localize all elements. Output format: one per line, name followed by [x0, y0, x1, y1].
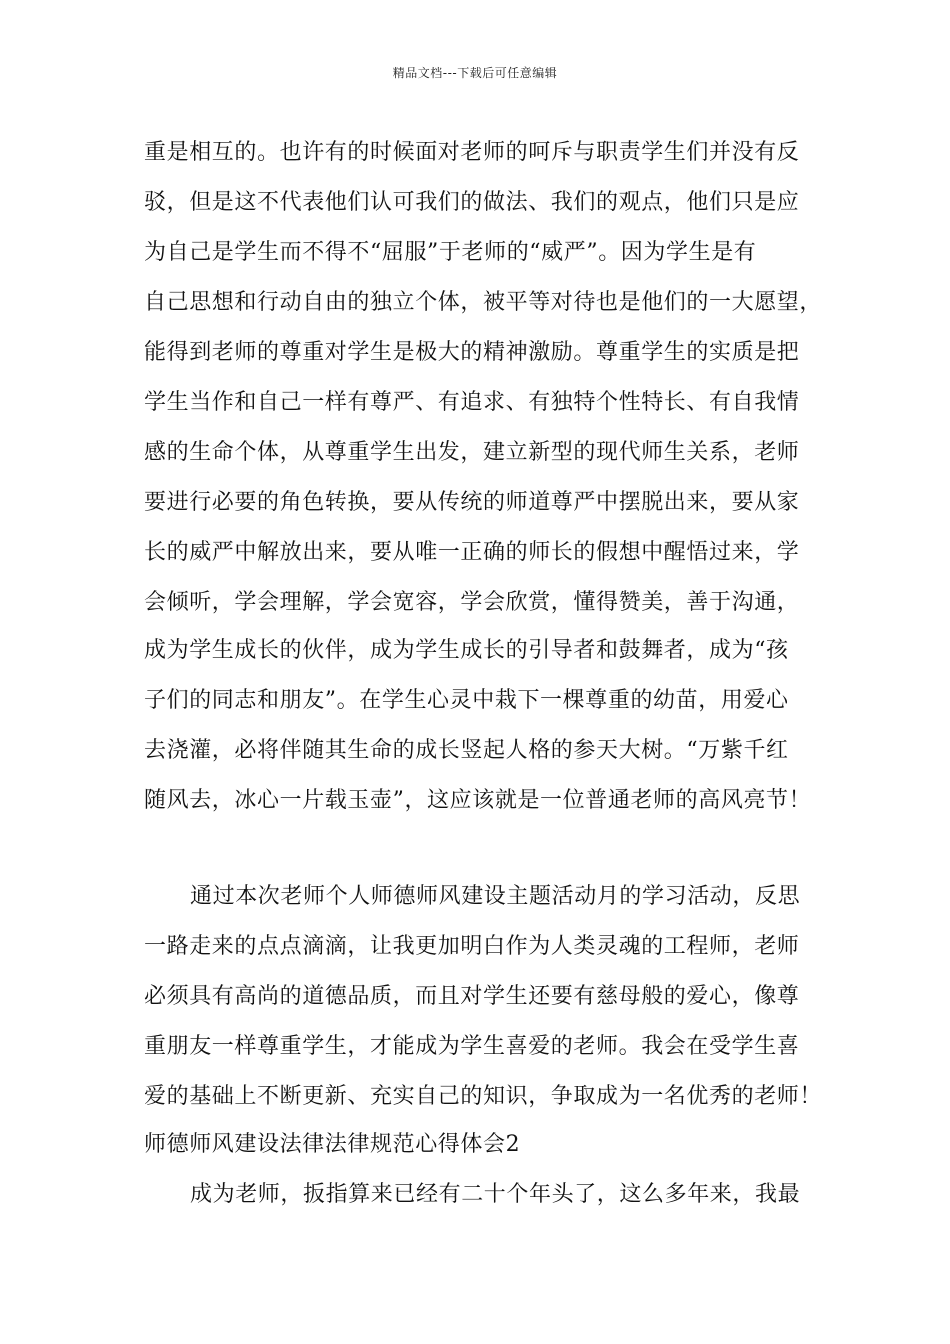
text-line-4: 自己思想和行动自由的独立个体，被平等对待也是他们的一大愿望， [144, 290, 823, 315]
text-line-10: 会倾听，学会理解，学会宽容，学会欣赏，懂得赞美，善于沟通， [144, 590, 800, 615]
text-line-16: 一路走来的点点滴滴，让我更加明白作为人类灵魂的工程师，老师 [144, 934, 800, 959]
text-line-14: 随风去，冰心一片载玉壶”，这应该就是一位普通老师的高风亮节！ [144, 788, 812, 813]
text-line-2: 驳，但是这不代表他们认可我们的做法、我们的观点，他们只是应 [144, 190, 800, 215]
text-line-1: 重是相互的。也许有的时候面对老师的呵斥与职责学生们并没有反 [144, 140, 800, 165]
text-line-5: 能得到老师的尊重对学生是极大的精神激励。尊重学生的实质是把 [144, 340, 800, 365]
text-line-15: 通过本次老师个人师德师风建设主题活动月的学习活动，反思 [190, 884, 801, 909]
text-line-13: 去浇灌，必将伴随其生命的成长竖起人格的参天大树。“万紫千红 [144, 738, 789, 763]
text-line-17: 必须具有高尚的道德品质，而且对学生还要有慈母般的爱心，像尊 [144, 984, 800, 1009]
text-line-9: 长的威严中解放出来，要从唯一正确的师长的假想中醒悟过来，学 [144, 540, 800, 565]
text-line-6: 学生当作和自己一样有尊严、有追求、有独特个性特长、有自我情 [144, 390, 800, 415]
text-line-3: 为自己是学生而不得不“屈服”于老师的“威严”。因为学生是有 [144, 240, 757, 265]
section-title: 师德师风建设法律法律规范心得体会2 [144, 1132, 521, 1157]
text-line-7: 感的生命个体，从尊重学生出发，建立新型的现代师生关系，老师 [144, 440, 800, 465]
text-line-19: 爱的基础上不断更新、充实自己的知识，争取成为一名优秀的老师！ [144, 1084, 823, 1109]
text-line-18: 重朋友一样尊重学生，才能成为学生喜爱的老师。我会在受学生喜 [144, 1034, 800, 1059]
text-line-11: 成为学生成长的伙伴，成为学生成长的引导者和鼓舞者，成为“孩 [144, 638, 789, 663]
text-line-12: 子们的同志和朋友”。在学生心灵中栽下一棵尊重的幼苗，用爱心 [144, 688, 789, 713]
text-line-21: 成为老师，扳指算来已经有二十个年头了，这么多年来，我最 [190, 1182, 801, 1207]
text-line-8: 要进行必要的角色转换，要从传统的师道尊严中摆脱出来，要从家 [144, 490, 800, 515]
page-header: 精品文档---下载后可任意编辑 [392, 66, 558, 80]
